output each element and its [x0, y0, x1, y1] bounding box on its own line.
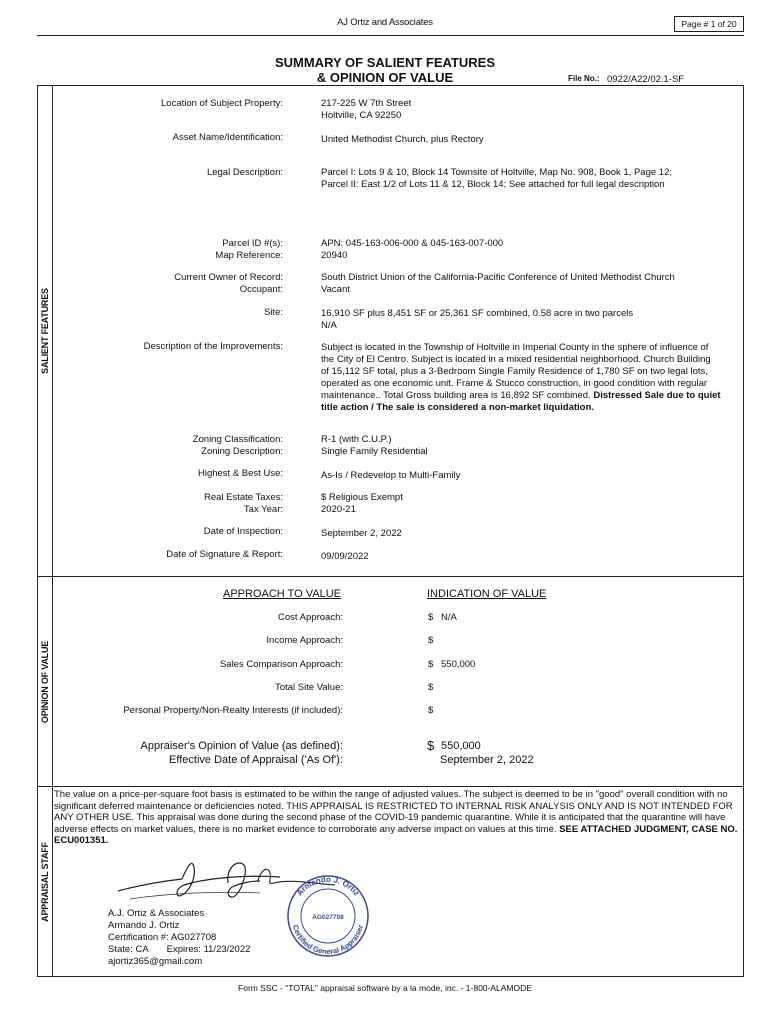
parcel-values: APN: 045-163-006-000 & 045-163-007-000 20940 — [321, 238, 504, 261]
final-value-labels: Appraiser's Opinion of Value (as defined): Effective Date of Appraisal ('As Of'): — [140, 740, 343, 766]
page-title — [200, 55, 570, 85]
appraisal-staff-section — [37, 787, 744, 977]
section-tab-staff: APPRAISAL STAFF — [38, 787, 53, 976]
svg-text:Armando J. Ortiz — [295, 875, 361, 897]
section-tab-opinion: OPINION OF VALUE — [38, 577, 53, 786]
final-value: 550,000 — [441, 740, 481, 752]
firm-name: A.J. Ortiz & Associates — [108, 908, 205, 919]
page-number: Page # 1 of 20 — [674, 16, 744, 32]
sales-comparison-currency: $ — [428, 659, 434, 670]
indication-header: INDICATION OF VALUE — [427, 588, 547, 600]
inspection-value: September 2, 2022 — [321, 528, 402, 539]
taxes-labels: Real Estate Taxes: Tax Year: — [203, 492, 283, 515]
sales-comparison-label: Sales Comparison Approach: — [219, 659, 343, 670]
parcel-labels: Parcel ID #(s): Map Reference: — [215, 238, 283, 261]
sales-comparison-value: 550,000 — [441, 659, 476, 670]
location-label: Location of Subject Property: — [161, 98, 283, 109]
owner-labels: Current Owner of Record: Occupant: — [174, 272, 283, 295]
improvements-value: Subject is located in the Township of Holtville in Imperial County in the sphere of influence of the City of El Centro. Subject is located in a mixed residential neighborhood. Church Building of 15,112 SF total, plus a 3-Bedroom Single Family Residence of 1,780 SF on two legal lots, operated as one economic unit. Frame & Stucco construction, in good condition with regular maintenance.. Total Gross building area is 16,892 SF combined. Distressed Sale due to quiet title action / The sale is considered a non-market liquidation. — [321, 342, 721, 413]
seal-bottom-text: Certified General Appraiser — [290, 923, 366, 957]
site-values: 16,910 SF plus 8,451 SF or 25,361 SF combined, 0.58 acre in two parcels N/A — [321, 308, 634, 331]
approach-header: APPROACH TO VALUE — [223, 588, 341, 600]
income-approach-currency: $ — [428, 635, 434, 646]
hbu-value: As-Is / Redevelop to Multi-Family — [321, 470, 461, 481]
form-footer: Form SSC - "TOTAL" appraisal software by a la mode, inc. - 1-800-ALAMODE — [238, 983, 532, 993]
cost-approach-label: Cost Approach: — [278, 612, 343, 623]
cost-approach-value: N/A — [441, 612, 457, 623]
appraiser-seal-icon — [282, 875, 374, 957]
personal-property-currency: $ — [428, 705, 434, 716]
legal-label: Legal Description: — [206, 167, 283, 178]
zoning-values: R-1 (with C.U.P.) Single Family Residential — [321, 434, 428, 457]
taxes-values: $ Religious Exempt 2020-21 — [321, 492, 403, 515]
cost-approach-currency: $ — [428, 612, 434, 623]
final-date: September 2, 2022 — [440, 754, 534, 766]
owner-values: South District Union of the California-Pacific Conference of United Methodist Church Vacant — [321, 272, 675, 295]
final-value-currency: $ — [427, 738, 435, 753]
header-rule — [37, 35, 744, 36]
company-name: AJ Ortiz and Associates — [337, 17, 433, 28]
seal-top-text: Armando J. Ortiz — [294, 875, 362, 898]
appraiser-info — [108, 908, 250, 968]
signature-date-value: 09/09/2022 — [321, 551, 369, 562]
appraiser-comment: The value on a price-per-square foot basis is estimated to be within the range of adjusted values. The subject is deemed to be in "good" overall condition with no significant deferred maintenance or deficiencies noted. THIS APPRAISAL IS RESTRICTED TO INTERNAL RISK ANALYSIS ONLY AND IS NOT INTENDED FOR ANY OTHER USE. This appraisal was done during the second phase of the COVID-19 pandemic quarantine. While it is anticipated that the quarantine will have adverse effects on market values, there is no market evidence to corroborate any adverse impact on values at this time. SEE ATTACHED JUDGMENT, CASE NO. ECU001351. — [54, 789, 738, 846]
certification-number: Certification #: AG027708 — [108, 932, 217, 943]
zoning-labels: Zoning Classification: Zoning Description: — [192, 434, 283, 457]
opinion-of-value-section — [37, 577, 744, 787]
title-line-2: & OPINION OF VALUE — [316, 70, 454, 85]
signature-date-label: Date of Signature & Report: — [166, 549, 283, 560]
section-tab-salient: SALIENT FEATURES — [38, 86, 53, 576]
file-no-label: File No.: — [568, 74, 600, 83]
income-approach-label: Income Approach: — [266, 635, 343, 646]
file-no-value: 0922/A22/02.1-SF — [607, 74, 685, 85]
seal-center-text: AG027708 — [312, 914, 344, 921]
asset-label: Asset Name/Identification: — [172, 132, 283, 143]
appraiser-email: ajortiz365@gmail.com — [108, 956, 203, 967]
salient-features-section — [37, 85, 744, 577]
legal-value: Parcel I: Lots 9 & 10, Block 14 Townsite of Holtville, Map No. 908, Book 1, Page 12; Parcel II: East 1/2 of Lots 11 & 12, Block 14; See attached for full legal description — [321, 167, 672, 190]
title-line-1: SUMMARY OF SALIENT FEATURES — [274, 55, 496, 70]
state-expiration: State: CA Expires: 11/23/2022 — [108, 944, 251, 955]
appraiser-name: Armando J. Ortiz — [108, 920, 180, 931]
total-site-value-currency: $ — [428, 682, 434, 693]
personal-property-label: Personal Property/Non-Realty Interests (if included): — [123, 705, 343, 716]
asset-value: United Methodist Church, plus Rectory — [321, 134, 484, 145]
improvements-label: Description of the Improvements: — [143, 341, 283, 352]
inspection-label: Date of Inspection: — [203, 526, 283, 537]
site-label: Site: — [263, 307, 283, 318]
total-site-value-label: Total Site Value: — [275, 682, 343, 693]
svg-text:Certified General Appraiser — [291, 924, 365, 956]
hbu-label: Highest & Best Use: — [197, 468, 283, 479]
location-value: 217-225 W 7th Street Holtville, CA 92250 — [321, 98, 412, 121]
